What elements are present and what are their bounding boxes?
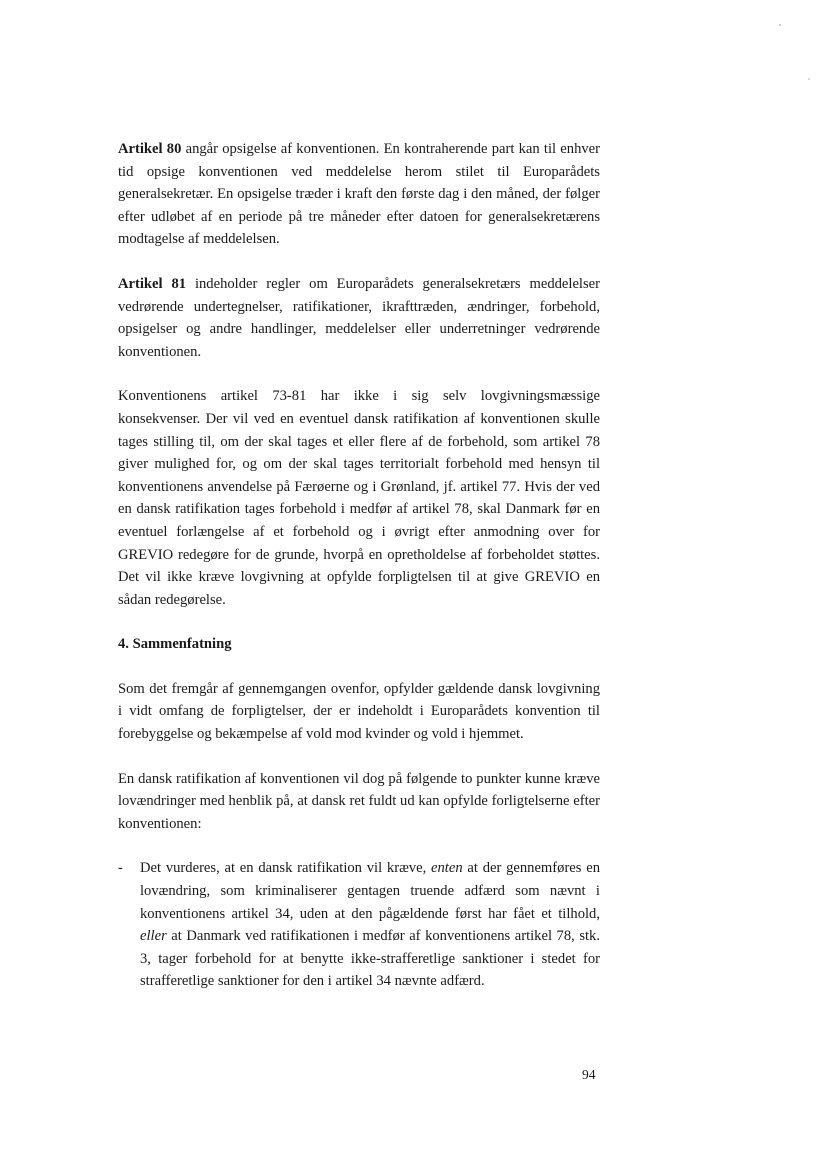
- page-number: 94: [582, 1067, 596, 1082]
- paragraph-artikel-80: [118, 138, 600, 251]
- article-lead: Artikel 81: [118, 275, 187, 292]
- section-heading: 4. Sammenfatning: [118, 636, 232, 653]
- emphasis: eller: [140, 928, 167, 945]
- paragraph-consequences: Konventionens artikel 73-81 har ikke i sig selv lovgivningsmæssige konsekvenser. Der vil ved en eventuel dansk ratifikation af konventionen skulle tages stilling til, om der skal tages et eller flere af de forbehold, som artikel 78 giver mulighed for, og om der skal tages territorialt forbehold med hensyn til konventionens anvendelse på Færøerne og i Grønland, jf. artikel 77. Hvis der ved en dansk ratifikation tages forbehold i medfør af artikel 78, skal Danmark før en eventuel forlængelse af et forbehold og i øvrigt efter anmodning over for GREVIO redegøre for de grunde, hvorpå en opretholdelse af forbeholdet støttes. Det vil ikke kræve lovgivning at opfylde forpligtelsen til at give GREVIO en sådan redegørelse.: [118, 388, 600, 608]
- paragraph-artikel-81: [118, 273, 600, 363]
- emphasis: enten: [431, 860, 463, 877]
- list-bullet: -: [118, 860, 123, 877]
- list-item: [118, 857, 600, 993]
- scan-speck: [808, 78, 810, 80]
- paragraph-summary: Som det fremgår af gennemgangen ovenfor, opfylder gældende dansk lovgivning i vidt omfang de forpligtelser, der er indeholdt i Europarådets konvention til forebyggelse og bekæmpelse af vold mod kvinder og vold i hjemmet.: [118, 680, 600, 743]
- document-body: [118, 138, 600, 993]
- scan-speck: [779, 24, 781, 26]
- article-lead: Artikel 80: [118, 141, 182, 157]
- paragraph-ratification: En dansk ratifikation af konventionen vil dog på følgende to punkter kunne kræve lovændringer med henblik på, at dansk ret fuldt ud kan opfylde forligtelserne efter konventionen:: [118, 770, 600, 832]
- list-item-text: Det vurderes, at en dansk ratifikation vil kræve, enten at der gennemføres en lovændring, som kriminaliserer gentagen truende adfærd som nævnt i konventionens artikel 34, uden at den pågældende først har fået et tilhold, eller at Danmark ved ratifikationen i medfør af konventionens artikel 78, stk. 3, tager forbehold for at benytte ikke-strafferetlige sanktioner i stedet for strafferetlige sanktioner for den i artikel 34 nævnte adfærd.: [140, 860, 600, 990]
- paragraph-text: angår opsigelse af konventionen. En kontraherende part kan til enhver tid opsige konventionen ved meddelelse herom stilet til Europarådets generalsekretær. En opsigelse træder i kraft den første dag i den måned, der følger efter udløbet af en periode på tre måneder efter datoen for generalsekretærens modtagelse af meddelelsen.: [118, 141, 600, 248]
- paragraph-text: indeholder regler om Europarådets generalsekretærs meddelelser vedrørende undertegnelser, ratifikationer, ikrafttræden, ændringer, forbehold, opsigelser og andre handlinger, meddelelser eller underretninger vedrørende konventionen.: [118, 275, 600, 360]
